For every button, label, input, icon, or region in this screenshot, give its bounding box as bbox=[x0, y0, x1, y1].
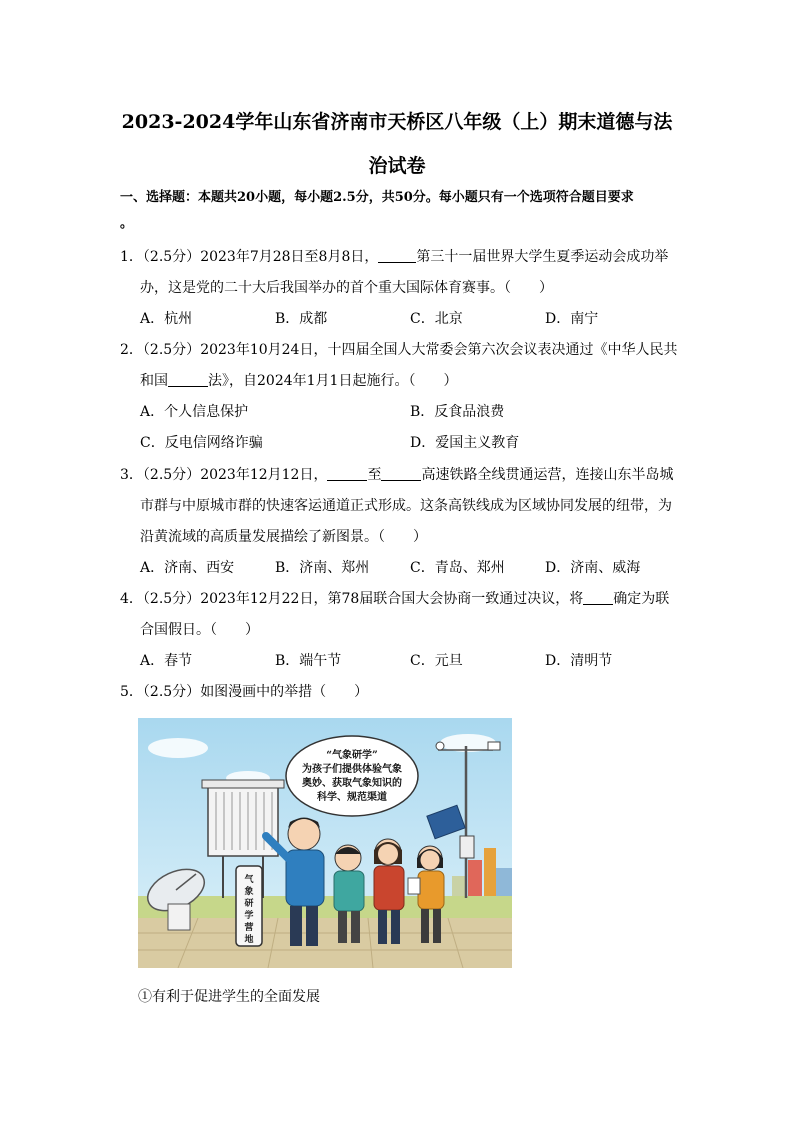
question-score: （2.5分） bbox=[142, 467, 201, 483]
answer-blank bbox=[327, 463, 367, 481]
question-number: 3． bbox=[120, 467, 143, 483]
section-line-2: 。 bbox=[120, 216, 134, 231]
question-number: 5． bbox=[120, 684, 143, 700]
question-score: （2.5分） bbox=[142, 591, 201, 607]
question-4 bbox=[120, 584, 680, 677]
question-5 bbox=[120, 677, 680, 708]
option-a[interactable]: A．济南、西安 bbox=[140, 560, 235, 576]
answer-blank bbox=[168, 369, 208, 387]
option-b[interactable]: B．济南、郑州 bbox=[275, 560, 370, 576]
statement-1: ①有利于促进学生的全面发展 bbox=[138, 989, 320, 1005]
option-b[interactable]: B．反食品浪费 bbox=[410, 404, 505, 420]
title-line-2: 治试卷 bbox=[368, 155, 426, 177]
question-score: （2.5分） bbox=[142, 684, 201, 700]
question-stem: 3．（2.5分）2023年12月12日， 至 高速铁路全线贯通运营，连接山东半岛城市群与中原城市群的快速客运通道正式形成。这条高铁线成为区域协同发展的纽带，为沿黄流域的高质量发展描绘了新图景。（ ） bbox=[120, 460, 680, 553]
question-score: （2.5分） bbox=[142, 249, 201, 265]
camp-sign bbox=[236, 866, 262, 946]
question-2 bbox=[120, 335, 680, 459]
bubble-line-4: 科学、规范渠道 bbox=[317, 792, 387, 803]
section-heading bbox=[120, 185, 680, 237]
option-a[interactable]: A．个人信息保护 bbox=[140, 404, 249, 420]
option-b[interactable]: B．成都 bbox=[275, 311, 328, 327]
option-d[interactable]: D．爱国主义教育 bbox=[410, 435, 520, 451]
options bbox=[120, 646, 680, 677]
question-number: 1． bbox=[120, 249, 143, 265]
option-c[interactable]: C．反电信网络诈骗 bbox=[140, 435, 263, 451]
question-1 bbox=[120, 242, 680, 335]
question-number: 4． bbox=[120, 591, 143, 607]
question-stem: 1．（2.5分）2023年7月28日至8月8日， 第三十一届世界大学生夏季运动会成功举办，这是党的二十大后我国举办的首个重大国际体育赛事。（ ） bbox=[120, 242, 680, 304]
option-a[interactable]: A．春节 bbox=[140, 653, 193, 669]
options bbox=[120, 397, 680, 428]
sign-char: 象 bbox=[244, 887, 254, 897]
bubble-line-3: 奥妙、获取气象知识的 bbox=[302, 778, 402, 789]
answer-blank bbox=[381, 463, 421, 481]
options bbox=[120, 428, 680, 459]
question-3 bbox=[120, 460, 680, 584]
comic-svg bbox=[138, 718, 512, 968]
option-c[interactable]: C．元旦 bbox=[410, 653, 463, 669]
options bbox=[120, 304, 680, 335]
section-line-1: 一、选择题：本题共20小题，每小题2.5分，共50分。每小题只有一个选项符合题目要求 bbox=[120, 190, 634, 205]
options bbox=[120, 553, 680, 584]
option-a[interactable]: A．杭州 bbox=[140, 311, 193, 327]
bubble-line-2: 为孩子们提供体验气象 bbox=[302, 764, 402, 775]
option-c[interactable]: C．青岛、郑州 bbox=[410, 560, 505, 576]
bubble-line-1: “气象研学” bbox=[326, 750, 378, 761]
sign-char: 气 bbox=[244, 875, 254, 885]
option-d[interactable]: D．南宁 bbox=[545, 311, 599, 327]
sign-char: 学 bbox=[244, 911, 254, 921]
sign-char: 地 bbox=[244, 935, 254, 945]
question-number: 2． bbox=[120, 342, 143, 358]
answer-blank bbox=[583, 587, 613, 605]
option-d[interactable]: D．济南、威海 bbox=[545, 560, 641, 576]
option-c[interactable]: C．北京 bbox=[410, 311, 463, 327]
sign-char: 研 bbox=[244, 899, 254, 909]
question-stem: 2．（2.5分）2023年10月24日，十四届全国人大常委会第六次会议表决通过《中华人民共和国 法》，自2024年1月1日起施行。（ ） bbox=[120, 342, 678, 389]
question-score: （2.5分） bbox=[142, 342, 201, 358]
exam-title bbox=[100, 100, 694, 188]
question-stem: 4．（2.5分）2023年12月22日，第78届联合国大会协商一致通过决议，将 确定为联合国假日。（ ） bbox=[120, 584, 680, 646]
option-b[interactable]: B．端午节 bbox=[275, 653, 342, 669]
question-stem: 5．（2.5分）如图漫画中的举措（ ） bbox=[120, 684, 369, 700]
answer-blank bbox=[378, 245, 416, 263]
title-line-1: 2023-2024学年山东省济南市天桥区八年级（上）期末道德与法 bbox=[121, 111, 673, 133]
comic-illustration bbox=[138, 718, 512, 968]
sign-char: 营 bbox=[244, 923, 254, 933]
option-d[interactable]: D．清明节 bbox=[545, 653, 613, 669]
